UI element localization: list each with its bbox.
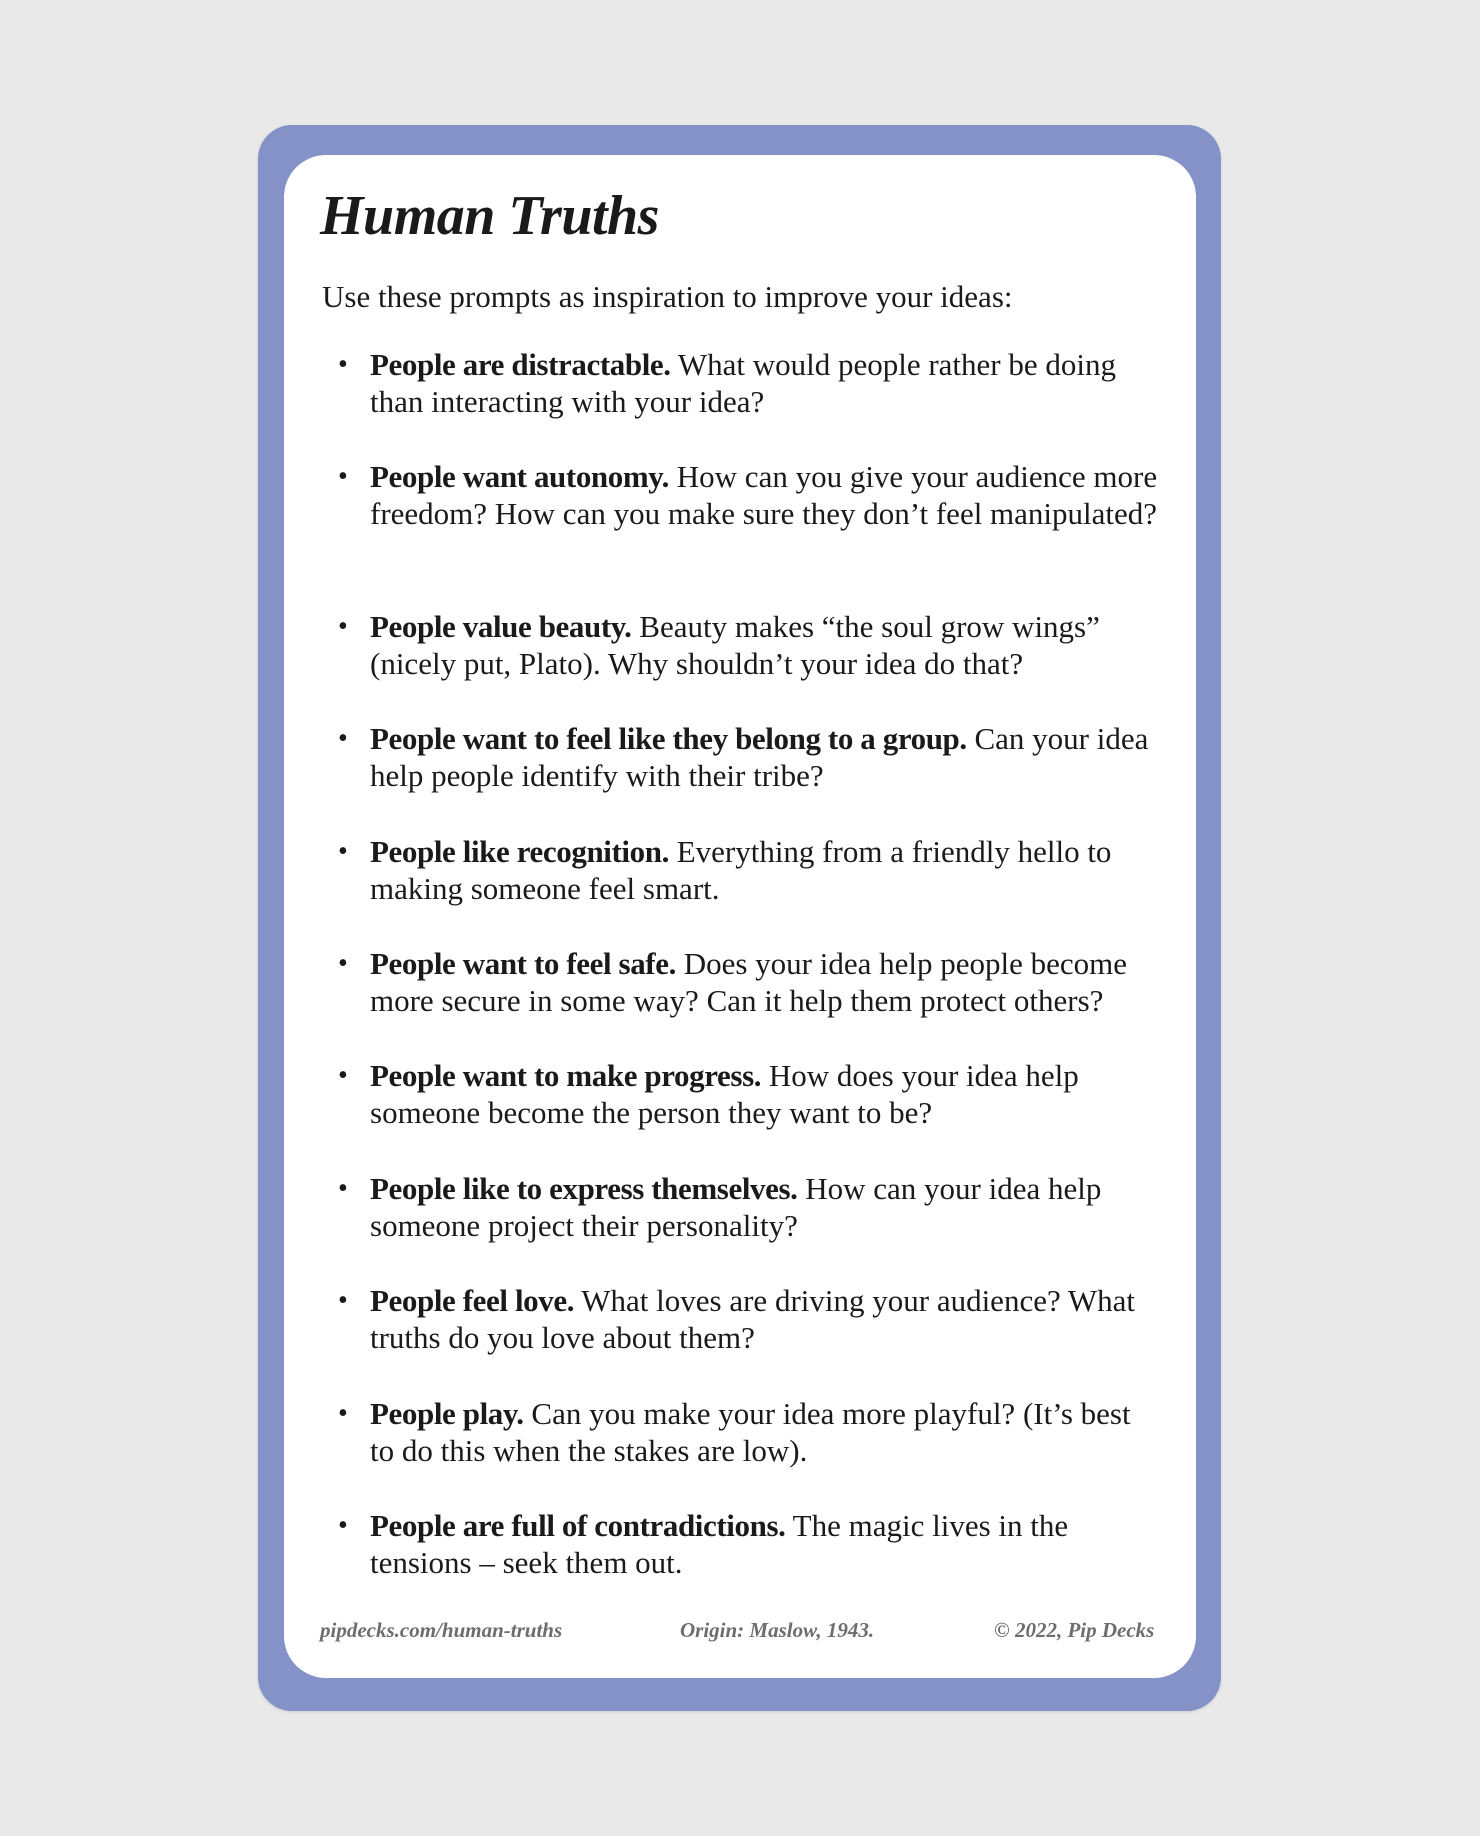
truth-text: Can your idea help people identify with their tribe? <box>370 721 1149 794</box>
truth-item <box>338 1395 1158 1469</box>
truth-text: Beauty makes “the soul grow wings” (nicely put, Plato). Why shouldn’t your idea do that? <box>370 608 1100 681</box>
card-title: Human Truths <box>320 185 659 247</box>
truth-item <box>338 458 1158 569</box>
bullet-icon: • <box>338 349 348 380</box>
truth-item <box>338 1282 1158 1356</box>
truth-item <box>338 346 1158 420</box>
truth-heading: People value beauty. <box>370 608 632 644</box>
footer-origin: Origin: Maslow, 1943. <box>680 1618 875 1642</box>
truth-text: What loves are driving your audience? What truths do you love about them? <box>370 1283 1136 1356</box>
truth-item <box>338 833 1158 907</box>
bullet-icon: • <box>338 723 348 755</box>
bullet-icon: • <box>338 610 348 642</box>
truth-heading: People are distractable. <box>370 347 671 382</box>
truth-item <box>338 945 1158 1019</box>
truth-text: What would people rather be doing than interacting with your idea? <box>370 347 1116 419</box>
truth-text: Can you make your idea more playful? (It’s best to do this when the stakes are low). <box>370 1395 1131 1468</box>
bullet-icon: • <box>338 1172 348 1204</box>
truth-text: How does your idea help someone become the person they want to be? <box>370 1058 1079 1131</box>
footer-url: pipdecks.com/human-truths <box>320 1618 563 1642</box>
truth-text: Everything from a friendly hello to making someone feel smart. <box>370 833 1112 906</box>
truth-heading: People want to make progress. <box>370 1058 762 1094</box>
truth-heading: People like recognition. <box>370 833 669 869</box>
bullet-icon: • <box>338 1285 348 1317</box>
truth-item <box>338 1057 1158 1131</box>
bullet-icon: • <box>338 1060 348 1092</box>
bullet-icon: • <box>338 1397 348 1429</box>
truth-heading: People play. <box>370 1395 524 1431</box>
truth-text: The magic lives in the tensions – seek them out. <box>370 1507 1069 1580</box>
truth-heading: People are full of contradictions. <box>370 1507 786 1543</box>
bullet-icon: • <box>338 1509 348 1541</box>
truth-item <box>338 608 1158 682</box>
truths-list <box>338 346 1158 1619</box>
truth-heading: People feel love. <box>370 1283 575 1319</box>
truth-item <box>338 1507 1158 1581</box>
truth-heading: People want autonomy. <box>370 459 670 495</box>
bullet-icon: • <box>338 835 348 867</box>
truth-text: How can your idea help someone project their personality? <box>370 1170 1102 1243</box>
truth-text: Does your idea help people become more secure in some way? Can it help them protect others? <box>370 945 1127 1018</box>
card-intro: Use these prompts as inspiration to improve your ideas: <box>322 279 1013 314</box>
truth-heading: People like to express themselves. <box>370 1170 798 1206</box>
bullet-icon: • <box>338 461 348 493</box>
bullet-icon: • <box>338 947 348 979</box>
footer-copyright: © 2022, Pip Decks <box>994 1618 1155 1642</box>
truth-item <box>338 720 1158 794</box>
truth-item <box>338 1170 1158 1244</box>
truth-text: How can you give your audience more freedom? How can you make sure they don’t feel manipulated? <box>370 459 1158 532</box>
truth-heading: People want to feel safe. <box>370 945 676 981</box>
truth-heading: People want to feel like they belong to a group. <box>370 721 967 757</box>
